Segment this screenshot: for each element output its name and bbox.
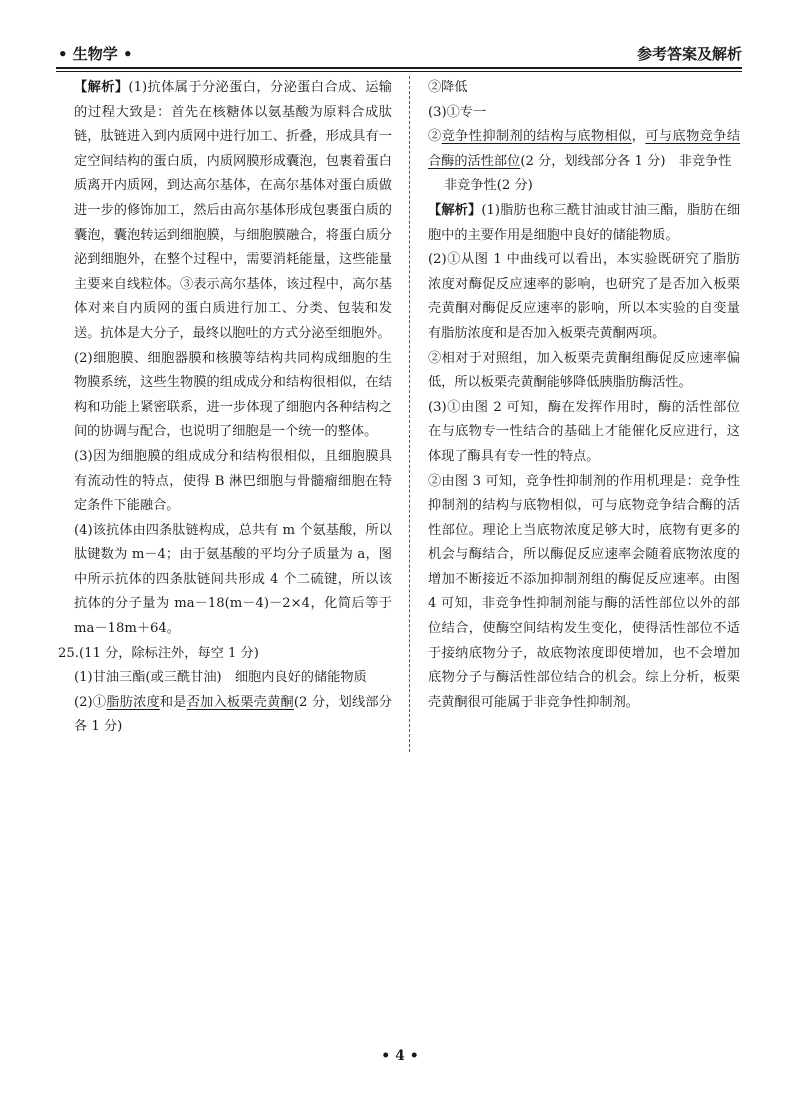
right-analysis-p2: (2)①从图 1 中曲线可以看出，本实验既研究了脂肪浓度对酶促反应速率的影响，也研究了是否加入板栗壳黄酮对酶促反应速率的影响，所以本实验的自变量有脂肪浓度和是否加入板栗壳黄酮两项。 bbox=[428, 252, 740, 341]
left-column bbox=[58, 76, 392, 740]
analysis-text: (1)脂肪也称三酰甘油或甘油三酯，脂肪在细胞中的主要作用是细胞中良好的储能物质。 bbox=[428, 202, 741, 243]
answer-line: 非竞争性(2 分) bbox=[444, 178, 533, 194]
answer-prefix: ② bbox=[428, 129, 442, 145]
page-number: • 4 • bbox=[381, 1048, 419, 1064]
column-divider bbox=[409, 76, 410, 752]
right-analysis-p3: ②相对于对照组，加入板栗壳黄酮组酶促反应速率偏低，所以板栗壳黄酮能够降低胰脂肪酶活性。 bbox=[428, 350, 740, 391]
left-analysis-p4: (4)该抗体由四条肽链构成，总共有 m 个氨基酸，所以肽键数为 m－4；由于氨基酸的平均分子质量为 a，图中所示抗体的四条肽链间共形成 4 个二硫键，所以该抗体的分子量为 ma－18(m－4)－2×4，化简后等于 ma－18m＋64。 bbox=[74, 522, 392, 637]
analysis-tag: 【解析】 bbox=[428, 202, 482, 218]
answer-text: ， bbox=[631, 129, 646, 145]
page-header bbox=[56, 42, 742, 66]
subject-label: • 生物学 • bbox=[58, 45, 133, 63]
header-rule-thin bbox=[56, 71, 742, 72]
underlined-answer: 脂肪浓度 bbox=[106, 694, 160, 710]
underlined-answer: 竞争性抑制剂的结构与底物相似 bbox=[441, 129, 632, 145]
q25-answer-1 bbox=[74, 666, 392, 691]
answer-text: (1)甘油三酯(或三酰甘油) bbox=[74, 670, 222, 686]
right-analysis-p4: (3)①由图 2 可知，酶在发挥作用时，酶的活性部位在与底物专一性结合的基础上才能催化反应进行，这体现了酶具有专一性的特点。 bbox=[428, 399, 740, 464]
answer-line: ②降低 bbox=[428, 80, 468, 95]
question-25-heading: 25.(11 分，除标注外，每空 1 分) bbox=[58, 645, 259, 661]
right-analysis-p1 bbox=[428, 199, 740, 248]
underlined-answer: 可与底物竞争结合酶的活性部位 bbox=[428, 129, 741, 169]
right-analysis-p5: ②由图 3 可知，竞争性抑制剂的作用机理是：竞争性抑制剂的结构与底物相似，可与底物竞争结合酶的活性部位。理论上当底物浓度足够大时，底物有更多的机会与酶结合，所以酶促反应速率会随着底物浓度的增加不断接近不添加抑制剂组的酶促反应速率。由图 4 可知，非竞争性抑制剂能与酶的活性部位以外的部位结合，使酶空间结构发生变化，使得活性部位不适于接纳底物分子，故底物浓度即使增加，也不会增加底物分子与酶活性部位结合的机会。综上分析，板栗壳黄酮很可能属于非竞争性抑制剂。 bbox=[428, 473, 740, 710]
section-title: 参考答案及解析 bbox=[636, 45, 742, 63]
left-analysis-p2: (2)细胞膜、细胞器膜和核膜等结构共同构成细胞的生物膜系统，这些生物膜的组成成分和结构很相似，在结构和功能上紧密联系，进一步体现了细胞内各种结构之间的协调与配合，也说明了细胞是一个统一的整体。 bbox=[74, 350, 392, 440]
left-analysis-p1 bbox=[74, 76, 392, 347]
right-column bbox=[428, 76, 740, 715]
answer-line bbox=[428, 125, 740, 174]
underlined-answer: 否加入板栗壳黄酮 bbox=[186, 694, 294, 710]
answer-text: 细胞内良好的储能物质 bbox=[234, 670, 367, 686]
analysis-text: (1)抗体属于分泌蛋白，分泌蛋白合成、运输的过程大致是：首先在核糖体以氨基酸为原料合成肽链，肽链进入到内质网中进行加工、折叠，形成具有一定空间结构的蛋白质，内质网膜形成囊泡，包裹着蛋白质离开内质网，到达高尔基体，在高尔基体对蛋白质做进一步的修饰加工，然后由高尔基体形成包裹蛋白质的囊泡，囊泡转运到细胞膜，与细胞膜融合，将蛋白质分泌到细胞外，在整个过程中，需要消耗能量，这些能量主要来自线粒体。③表示高尔基体，该过程中，高尔基体对来自内质网的蛋白质进行加工、分类、包装和发送。抗体是大分子，最终以胞吐的方式分泌至细胞外。 bbox=[74, 80, 392, 341]
answer-text: 和是 bbox=[159, 694, 187, 710]
answer-line: (3)①专一 bbox=[428, 104, 487, 120]
analysis-tag: 【解析】 bbox=[74, 80, 129, 95]
answer-prefix: (2)① bbox=[74, 694, 107, 710]
q25-answer-2 bbox=[74, 691, 392, 740]
header-rule-thick bbox=[56, 67, 742, 69]
left-analysis-p3: (3)因为细胞膜的组成成分和结构很相似，且细胞膜具有流动性的特点，使得 B 淋巴细胞与骨髓瘤细胞在特定条件下能融合。 bbox=[74, 448, 392, 514]
score-note: (2 分，划线部分各 1 分) bbox=[74, 694, 392, 735]
score-note: (2 分，划线部分各 1 分) 非竞争性 bbox=[520, 153, 732, 169]
